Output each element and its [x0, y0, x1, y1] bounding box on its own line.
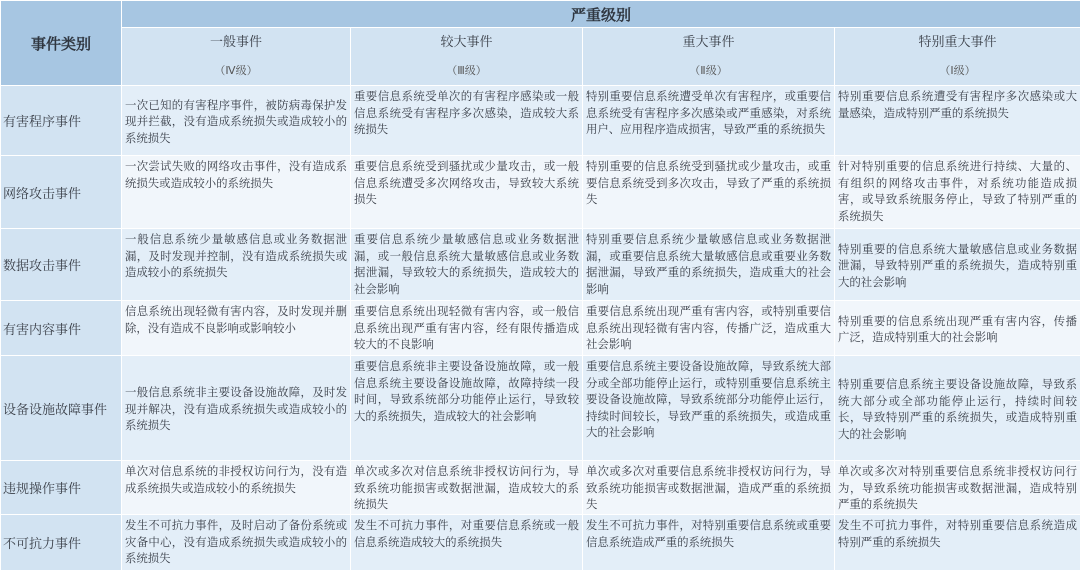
level-grade: （Ⅱ级） — [583, 62, 834, 80]
table-cell: 重要信息系统出现严重有害内容，或特别重要信息系统出现轻微有害内容，传播广泛，造成重大社会影响 — [583, 301, 835, 356]
table-cell: 重要信息系统非主要设备设施故障，或一般信息系统主要设备设施故障，故障持续一段时间，导致系统部分功能停止运行，导致较大的系统损失，造成较大的社会影响 — [351, 356, 583, 461]
table-cell: 特别重要的信息系统受到骚扰或少量攻击，或重要信息系统受到多次攻击，导致了严重的系统损失 — [583, 156, 835, 229]
level-header-ii — [583, 28, 835, 86]
table-row — [1, 86, 1080, 156]
row-category: 设备设施故障事件 — [1, 356, 122, 461]
table-row — [1, 515, 1080, 571]
category-header-label: 事件类别 — [31, 35, 91, 53]
table-cell: 重要信息系统少量敏感信息或业务数据泄漏，或一般信息系统大量敏感信息或业务数据泄漏，导致较大的系统损失，造成较大的社会影响 — [351, 229, 583, 301]
table-cell: 发生不可抗力事件，及时启动了备份系统或灾备中心，没有造成系统损失或造成较小的系统损失 — [122, 515, 351, 571]
table-cell: 针对特别重要的信息系统进行持续、大量的、有组织的网络攻击事件，对系统功能造成损害，或导致系统服务停止，导致了特别严重的系统损失 — [835, 156, 1080, 229]
table-cell: 特别重要的信息系统大量敏感信息或业务数据泄漏，导致特别严重的系统损失，造成特别重大的社会影响 — [835, 229, 1080, 301]
table-cell: 一般信息系统非主要设备设施故障，及时发现并解决，没有造成系统损失或造成较小的系统损失 — [122, 356, 351, 461]
level-grade: （Ⅰ级） — [835, 62, 1080, 80]
level-header-i — [835, 28, 1080, 86]
level-name: 较大事件 — [351, 34, 582, 52]
table-cell: 单次或多次对重要信息系统非授权访问行为，导致系统功能损害或数据泄漏，造成严重的系统损失 — [583, 461, 835, 515]
row-category: 数据攻击事件 — [1, 229, 122, 301]
table-cell: 发生不可抗力事件，对特别重要信息系统造成特别严重的系统损失 — [835, 515, 1080, 571]
table-cell: 信息系统出现轻微有害内容，及时发现并删除，没有造成不良影响或影响较小 — [122, 301, 351, 356]
table-cell: 一般信息系统少量敏感信息或业务数据泄漏，及时发现并控制，没有造成系统损失或造成较小的系统损失 — [122, 229, 351, 301]
table-cell: 特别重要的信息系统出现严重有害内容，传播广泛，造成特别重大的社会影响 — [835, 301, 1080, 356]
severity-header-label: 严重级别 — [571, 6, 631, 24]
table-cell: 特别重要信息系统遭受有害程序多次感染或大量感染，造成特别严重的系统损失 — [835, 86, 1080, 156]
row-category: 不可抗力事件 — [1, 515, 122, 571]
table-cell: 发生不可抗力事件，对重要信息系统或一般信息系统造成较大的系统损失 — [351, 515, 583, 571]
level-grade: （Ⅲ级） — [351, 62, 582, 80]
table-cell: 单次或多次对信息系统非授权访问行为，导致系统功能损害或数据泄漏，造成较大的系统损失 — [351, 461, 583, 515]
table-row — [1, 356, 1080, 461]
level-header-iv — [122, 28, 351, 86]
table-row — [1, 156, 1080, 229]
row-category: 违规操作事件 — [1, 461, 122, 515]
row-category: 有害内容事件 — [1, 301, 122, 356]
level-header-iii — [351, 28, 583, 86]
table-cell: 一次尝试失败的网络攻击事件，没有造成系统损失或造成较小的系统损失 — [122, 156, 351, 229]
level-name: 一般事件 — [122, 34, 350, 52]
level-name: 特别重大事件 — [835, 34, 1080, 52]
table-cell: 发生不可抗力事件，对特别重要信息系统或重要信息系统造成严重的系统损失 — [583, 515, 835, 571]
row-category: 有害程序事件 — [1, 86, 122, 156]
table-cell: 重要信息系统受单次的有害程序感染或一般信息系统受有害程序多次感染，造成较大系统损失 — [351, 86, 583, 156]
table-cell: 特别重要信息系统少量敏感信息或业务数据泄漏，或重要信息系统大量敏感信息或重要业务数据泄漏，导致严重的系统损失，造成重大的社会影响 — [583, 229, 835, 301]
table-cell: 特别重要信息系统主要设备设施故障，导致系统大部分或全部功能停止运行，持续时间较长，导致特别严重的系统损失，或造成特别重大的社会影响 — [835, 356, 1080, 461]
severity-header — [122, 1, 1080, 28]
table-cell: 重要信息系统出现轻微有害内容，或一般信息系统出现严重有害内容，经有限传播造成较大的不良影响 — [351, 301, 583, 356]
table-row — [1, 301, 1080, 356]
table-cell: 特别重要信息系统遭受单次有害程序，或重要信息系统受有害程序多次感染或严重感染，对系统用户、应用程序造成损害，导致严重的系统损失 — [583, 86, 835, 156]
table-cell: 单次对信息系统的非授权访问行为，没有造成系统损失或造成较小的系统损失 — [122, 461, 351, 515]
row-category: 网络攻击事件 — [1, 156, 122, 229]
level-grade: （Ⅳ级） — [122, 62, 350, 80]
level-name: 重大事件 — [583, 34, 834, 52]
table-cell: 一次已知的有害程序事件，被防病毒保护发现并拦截，没有造成系统损失或造成较小的系统损失 — [122, 86, 351, 156]
table-cell: 重要信息系统受到骚扰或少量攻击，或一般信息系统遭受多次网络攻击，导致较大系统损失 — [351, 156, 583, 229]
category-header — [1, 1, 122, 86]
table-row — [1, 229, 1080, 301]
table-cell: 单次或多次对特别重要信息系统非授权访问行为，导致系统功能损害或数据泄漏，造成特别严重的系统损失 — [835, 461, 1080, 515]
table-cell: 重要信息系统主要设备设施故障，导致系统大部分或全部功能停止运行，或特别重要信息系统主要设备设施故障，导致系统部分功能停止运行，持续时间较长，导致严重的系统损失，或造成重大的社会影响 — [583, 356, 835, 461]
table-row — [1, 461, 1080, 515]
